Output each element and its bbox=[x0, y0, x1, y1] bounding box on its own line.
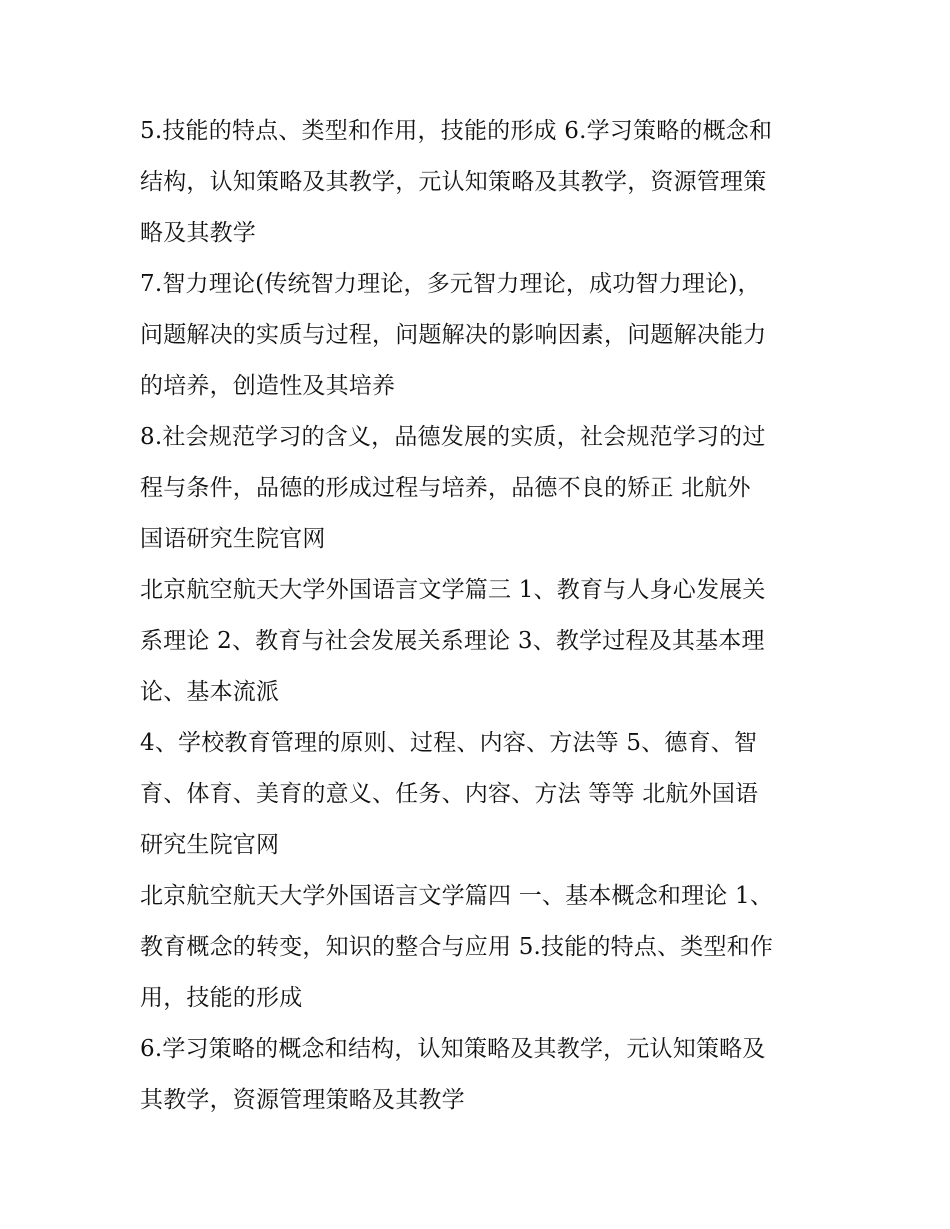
text-line: 教育概念的转变，知识的整合与应用 5.技能的特点、类型和作 bbox=[140, 934, 774, 960]
text-line: 系理论 2、教育与社会发展关系理论 3、教学过程及其基本理 bbox=[140, 628, 765, 654]
text-line: 7.智力理论(传统智力理论，多元智力理论，成功智力理论)， bbox=[140, 271, 761, 297]
paragraph-3 bbox=[140, 412, 820, 565]
text-line: 8.社会规范学习的含义，品德发展的实质，社会规范学习的过 bbox=[140, 424, 766, 450]
text-line: 5.技能的特点、类型和作用，技能的形成 6.学习策略的概念和 bbox=[140, 118, 773, 144]
text-line: 育、体育、美育的意义、任务、内容、方法 等等 北航外国语 bbox=[140, 781, 759, 807]
text-line: 其教学，资源管理策略及其教学 bbox=[140, 1087, 465, 1113]
text-line: 用，技能的形成 bbox=[140, 985, 303, 1011]
text-line: 4、学校教育管理的原则、过程、内容、方法等 5、德育、智 bbox=[140, 730, 758, 756]
text-line: 国语研究生院官网 bbox=[140, 526, 326, 552]
paragraph-1 bbox=[140, 106, 820, 259]
paragraph-6 bbox=[140, 871, 820, 1024]
paragraph-7 bbox=[140, 1024, 820, 1126]
paragraph-4 bbox=[140, 565, 820, 718]
text-line: 6.学习策略的概念和结构，认知策略及其教学，元认知策略及 bbox=[140, 1036, 766, 1062]
text-line: 的培养，创造性及其培养 bbox=[140, 373, 396, 399]
text-line: 研究生院官网 bbox=[140, 832, 280, 858]
text-line: 程与条件，品德的形成过程与培养，品德不良的矫正 北航外 bbox=[140, 475, 751, 501]
text-line: 问题解决的实质与过程，问题解决的影响因素，问题解决能力 bbox=[140, 322, 767, 348]
text-line: 北京航空航天大学外国语言文学篇三 1、教育与人身心发展关 bbox=[140, 577, 766, 603]
paragraph-2 bbox=[140, 259, 820, 412]
text-line: 略及其教学 bbox=[140, 220, 256, 246]
text-line: 论、基本流派 bbox=[140, 679, 280, 705]
document-body bbox=[140, 106, 820, 1126]
text-line: 北京航空航天大学外国语言文学篇四 一、基本概念和理论 1、 bbox=[140, 883, 774, 909]
text-line: 结构，认知策略及其教学，元认知策略及其教学，资源管理策 bbox=[140, 169, 767, 195]
paragraph-5 bbox=[140, 718, 820, 871]
